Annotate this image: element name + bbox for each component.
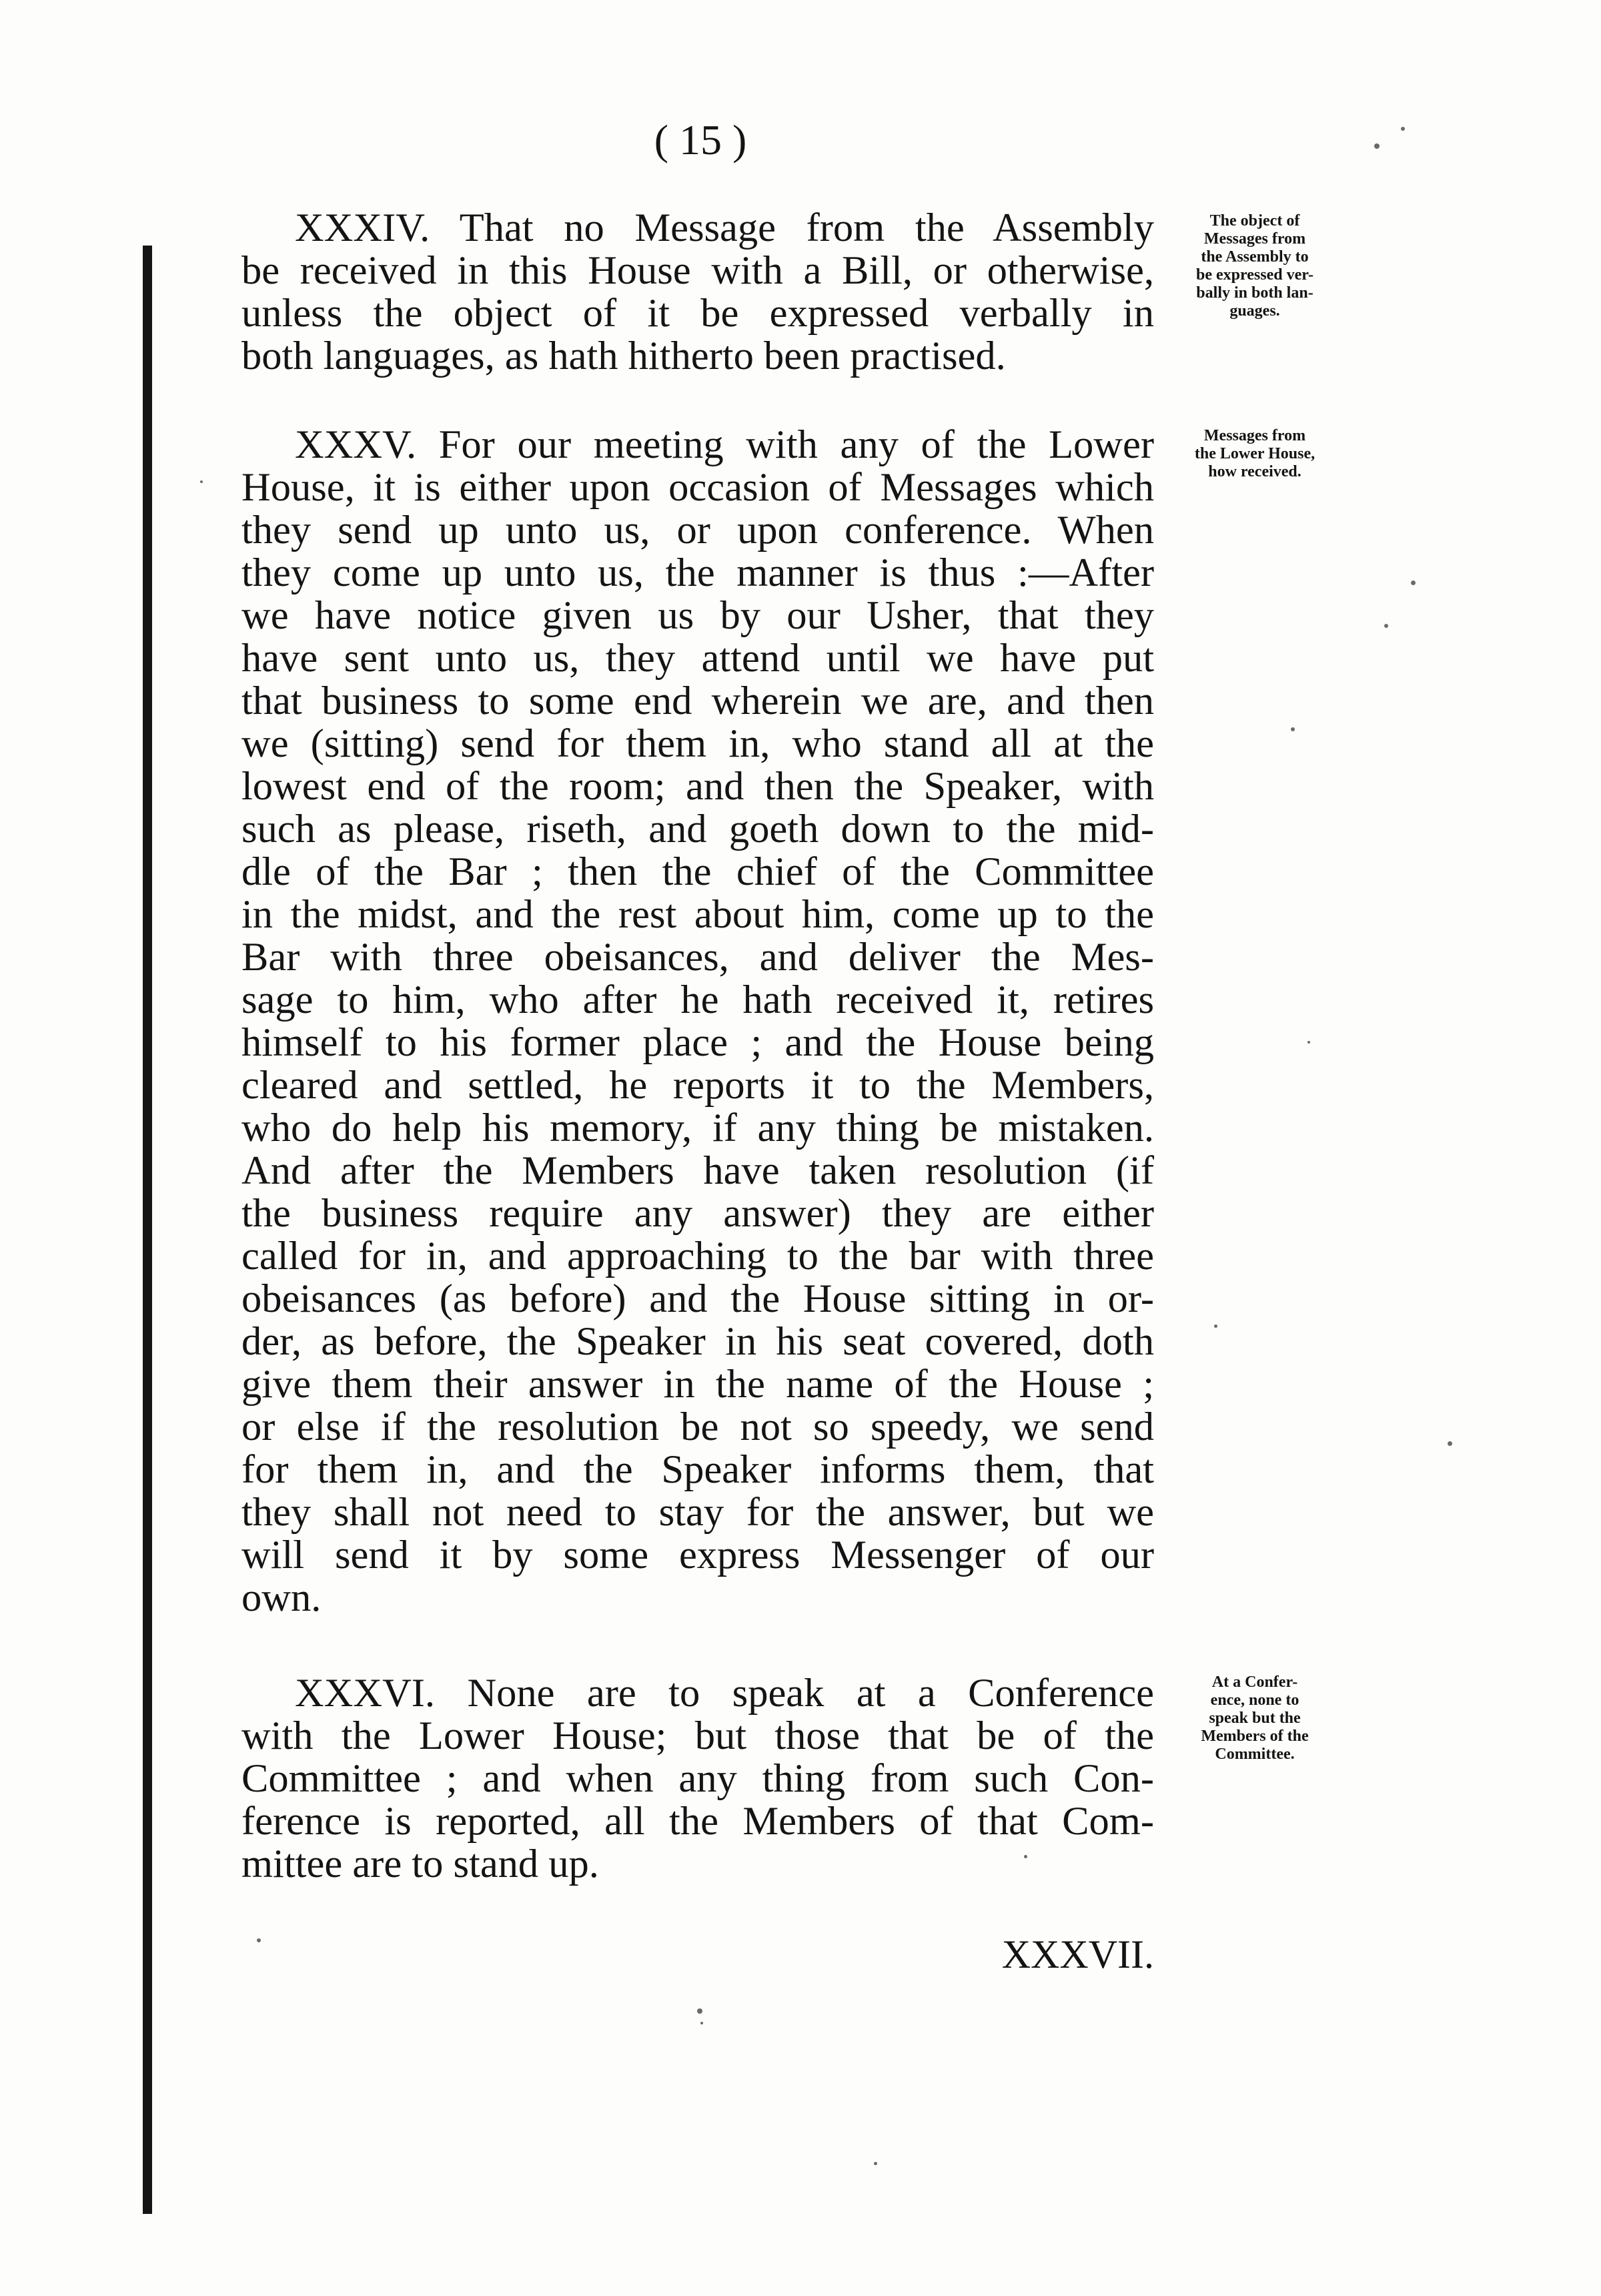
scan-speck	[257, 1938, 261, 1942]
article-line: House, it is either upon occasion of Messages which	[241, 465, 1154, 510]
margin-rule	[143, 246, 152, 2214]
article-line: Committee ; and when any thing from such Con-	[241, 1756, 1154, 1801]
article-xxxv	[241, 424, 1154, 1619]
sidenote-line: The object of	[1209, 212, 1300, 230]
article-line: der, as before, the Speaker in his seat covered, doth	[241, 1319, 1154, 1364]
sidenote-line: Messages from	[1203, 427, 1306, 444]
article-line: unless the object of it be expressed verbally in	[241, 291, 1154, 336]
scan-speck	[1401, 127, 1405, 131]
page-number: ( 15 )	[654, 116, 747, 163]
article-line: cleared and settled, he reports it to the Members,	[241, 1063, 1154, 1108]
article-line: they come up unto us, the manner is thus :—After	[241, 550, 1154, 595]
article-line: who do help his memory, if any thing be mistaken.	[241, 1106, 1154, 1150]
article-line: sage to him, who after he hath received it, retires	[241, 978, 1154, 1022]
catchword: XXXVII.	[1001, 1932, 1154, 1976]
article-line: give them their answer in the name of the House ;	[241, 1362, 1154, 1407]
sidenote-xxxiv	[1158, 212, 1352, 320]
sidenote-line: bally in both lan-	[1196, 284, 1313, 302]
article-line: obeisances (as before) and the House sitting in or-	[241, 1276, 1154, 1321]
scan-speck	[1448, 1441, 1452, 1446]
article-line: ference is reported, all the Members of that Com-	[241, 1799, 1154, 1844]
sidenote-line: Messages from	[1203, 230, 1306, 248]
article-line: called for in, and approaching to the bar with three	[241, 1234, 1154, 1278]
scan-speck	[874, 2162, 877, 2165]
article-xxxiv	[241, 207, 1154, 378]
article-line: in the midst, and the rest about him, come up to the	[241, 892, 1154, 937]
article-line: mittee are to stand up.	[241, 1842, 599, 1886]
article-line: Bar with three obeisances, and deliver the Mes-	[241, 935, 1154, 980]
article-line: for them in, and the Speaker informs them, that	[241, 1447, 1154, 1492]
article-line: we (sitting) send for them in, who stand all at the	[241, 721, 1154, 766]
article-line: such as please, riseth, and goeth down to the mid-	[241, 807, 1154, 851]
article-line: we have notice given us by our Usher, that they	[241, 593, 1154, 638]
scan-speck	[1214, 1324, 1217, 1328]
article-line: will send it by some express Messenger of our	[241, 1533, 1154, 1577]
sidenote-xxxv	[1158, 427, 1352, 481]
article-xxxvi	[241, 1672, 1154, 1886]
article-line: be received in this House with a Bill, or otherwise,	[241, 248, 1154, 293]
sidenote-line: Members of the	[1201, 1728, 1309, 1745]
article-line: XXXV. For our meeting with any of the Lower	[295, 422, 1154, 467]
scan-speck	[1384, 624, 1388, 628]
article-line: himself to his former place ; and the House being	[241, 1020, 1154, 1065]
article-line: lowest end of the room; and then the Speaker, with	[241, 764, 1154, 809]
sidenote-line: the Lower House,	[1194, 445, 1315, 462]
scan-speck	[1374, 143, 1380, 149]
article-line: own.	[241, 1575, 322, 1620]
sidenote-line: be expressed ver-	[1196, 266, 1313, 284]
article-line: or else if the resolution be not so speedy, we send	[241, 1405, 1154, 1449]
article-line: And after the Members have taken resolution (if	[241, 1148, 1154, 1193]
article-line: the business require any answer) they are either	[241, 1191, 1154, 1236]
sidenote-line: guages.	[1229, 302, 1280, 320]
sidenote-line: Committee.	[1215, 1746, 1295, 1763]
scan-speck	[1307, 1041, 1310, 1044]
scan-speck	[1024, 1855, 1027, 1858]
article-line: they send up unto us, or upon conference. When	[241, 508, 1154, 552]
article-line: XXXVI. None are to speak at a Conference	[295, 1671, 1154, 1715]
article-line: they shall not need to stay for the answer, but we	[241, 1490, 1154, 1535]
scan-speck	[697, 2008, 702, 2014]
scan-speck	[1411, 581, 1416, 585]
article-line: both languages, as hath hitherto been practised.	[241, 334, 1006, 378]
sidenote-line: At a Confer-	[1211, 1673, 1298, 1691]
scan-speck	[700, 2022, 703, 2024]
article-line: with the Lower House; but those that be of the	[241, 1713, 1154, 1758]
article-line: dle of the Bar ; then the chief of the Committee	[241, 849, 1154, 894]
article-line: have sent unto us, they attend until we have put	[241, 636, 1154, 681]
sidenote-xxxvi	[1158, 1673, 1352, 1764]
sidenote-line: ence, none to	[1210, 1691, 1299, 1709]
article-line: XXXIV. That no Message from the Assembly	[295, 206, 1154, 250]
scan-speck	[1291, 727, 1295, 731]
article-line: that business to some end wherein we are, and then	[241, 679, 1154, 723]
scan-speck	[200, 480, 203, 483]
sidenote-line: speak but the	[1209, 1709, 1301, 1727]
sidenote-line: how received.	[1208, 463, 1301, 480]
sidenote-line: the Assembly to	[1201, 248, 1309, 266]
